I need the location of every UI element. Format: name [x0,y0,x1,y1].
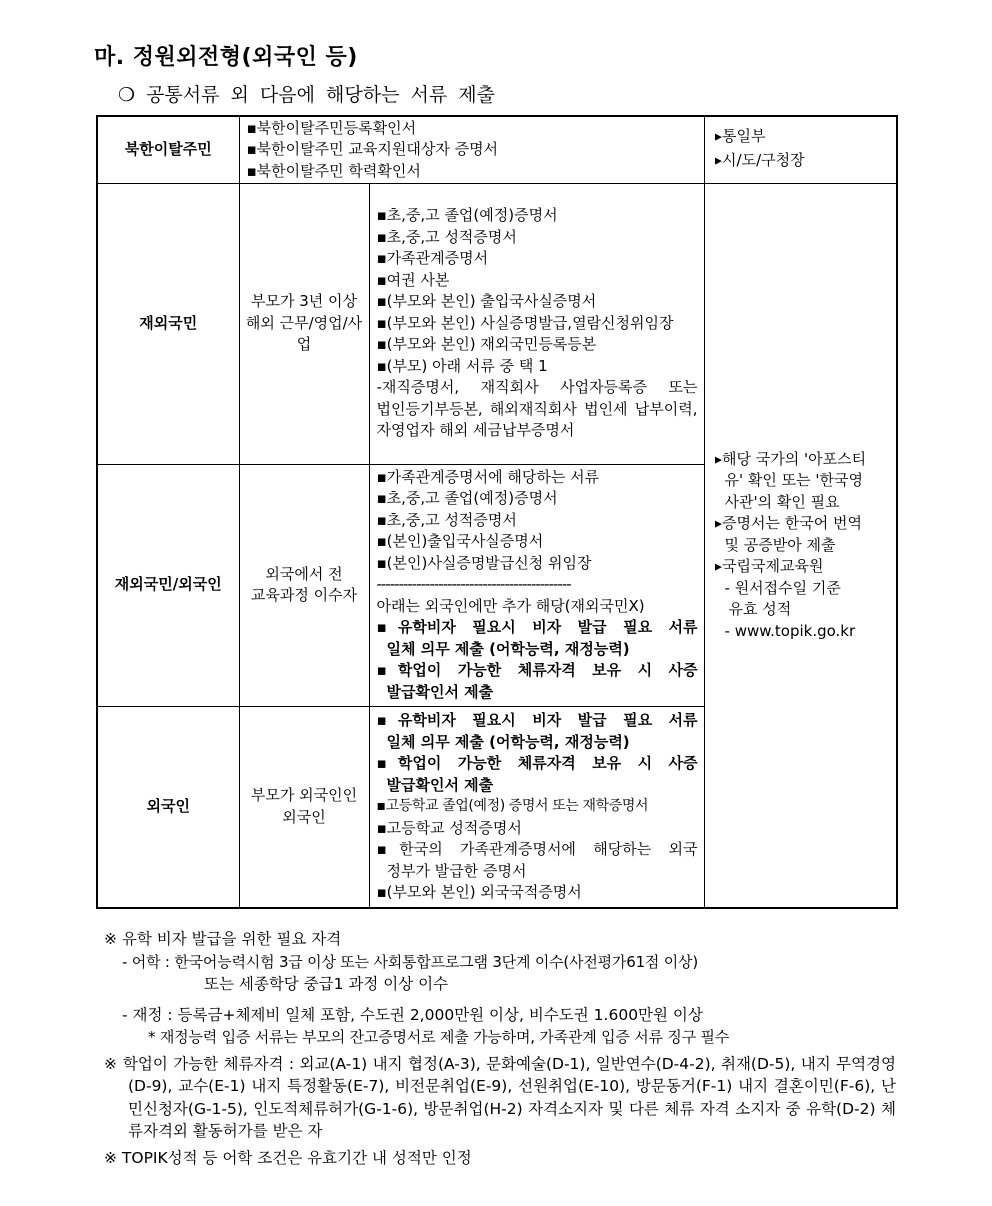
issuer-item: 유효 성적 [728,600,792,618]
doc-item: ▪고등학교 졸업(예정) 증명서 또는 재학증명서 [376,798,649,814]
doc-item-bold: ▪학업이 가능한 체류자격 보유 시 사증 [376,661,698,680]
doc-item-bold: 발급확인서 제출 [386,682,494,701]
doc-item: 법인등기부등본, 해외재직회사 법인세 납부이력, [376,399,698,418]
doc-item: ▪초,중,고 졸업(예정)증명서 [376,489,558,508]
doc-item-bold: ▪학업이 가능한 체류자격 보유 시 사증 [376,754,698,772]
condition-line: 교육과정 이수자 [250,586,358,604]
docs-overseas-korean [369,183,704,464]
issuer-item: 및 공증받아 제출 [724,535,836,554]
document-requirements-table [96,115,898,909]
doc-item-bold: ▪유학비자 필요시 비자 발급 필요 서류 [376,618,698,637]
doc-item: ▪초,중,고 성적증명서 [376,227,517,246]
doc-item: ▪북한이탈주민등록확인서 [246,118,417,137]
doc-item-bold: 일체 의무 제출 (어학능력, 재정능력) [386,732,630,751]
issuer-item: ▸통일부 [714,127,766,146]
docs-north-korean [239,116,704,183]
category-overseas-korean: 재외국민 [97,183,239,464]
doc-item: ▪초,중,고 성적증명서 [376,510,517,529]
condition-overseas-or-foreign [239,464,369,706]
dashed-separator: -------------------------------------------- [376,575,571,594]
doc-item: ▪북한이탈주민 교육지원대상자 증명서 [246,140,499,158]
doc-item: ▪(부모와 본인) 재외국민등록등본 [376,335,597,354]
doc-item: ▪(부모) 아래 서류 중 택 1 [376,356,548,375]
issuer-item: ▸증명서는 한국어 번역 [714,514,862,532]
doc-item-bold: 일체 의무 제출 (어학능력, 재정능력) [386,639,630,658]
issuer-item: 사관'의 확인 필요 [724,492,840,511]
section-title: 마. 정원외전형(외국인 등) [94,45,358,70]
condition-line: 해외 근무/영업/사업 [245,313,363,354]
doc-item: ▪(본인)출입국사실증명서 [376,532,544,551]
note-language: - 어학 : 한국어능력시험 3급 이상 또는 사회통합프로그램 3단계 이수(사전평가61점 이상) [122,952,698,971]
doc-item: 정부가 발급한 증명서 [386,861,527,880]
category-overseas-or-foreign: 재외국민/외국인 [97,464,239,706]
notes-section [104,928,896,1169]
note-finance: - 재정 : 등록금+체제비 일체 포함, 수도권 2,000만원 이상, 비수도권 1.600만원 이상 [122,1005,703,1024]
doc-item: ▪(부모와 본인) 외국국적증명서 [376,883,582,901]
doc-item: ▪여권 사본 [376,270,450,289]
issuer-north-korean [704,116,897,183]
note-finance-detail: * 재정능력 입증 서류는 부모의 잔고증명서로 제출 가능하며, 가족관계 입증 서류 징구 필수 [148,1028,730,1046]
table-row-north-korean [97,116,897,183]
docs-overseas-or-foreign [369,464,704,706]
note-topik: ※ TOPIK성적 등 어학 조건은 유효기간 내 성적만 인정 [104,1148,472,1167]
doc-item: ▪(본인)사실증명발급신청 위임장 [376,553,592,572]
condition-overseas-korean [239,183,369,464]
table-row-overseas-korean [97,183,897,464]
foreign-only-note: 아래는 외국인에만 추가 해당(재외국민X) [376,596,645,615]
issuer-item: - www.topik.go.kr [724,621,856,640]
category-foreigner: 외국인 [97,706,239,908]
doc-item: ▪초,중,고 졸업(예정)증명서 [376,206,558,225]
issuer-item: ▸국립국제교육원 [714,557,824,575]
issuer-item: - 원서접수일 기준 [724,578,841,597]
doc-item: ▪(부모와 본인) 출입국사실증명서 [376,292,597,311]
doc-item: ▪한국의 가족관계증명서에 해당하는 외국 [376,840,698,858]
doc-item: ▪가족관계증명서에 해당하는 서류 [376,467,600,486]
doc-item-bold: ▪유학비자 필요시 비자 발급 필요 서류 [376,711,698,729]
doc-item: ▪고등학교 성적증명서 [376,818,522,837]
condition-line: 외국인 [282,807,326,826]
note-language-cont: 또는 세종학당 중급1 과정 이상 이수 [204,975,449,993]
issuer-item: ▸해당 국가의 '아포스티 [714,449,867,468]
doc-item: ▪(부모와 본인) 사실증명발급,열람신청위임장 [376,313,674,332]
section-subtitle: ❍ 공통서류 외 다음에 해당하는 서류 제출 [118,84,495,106]
condition-line: 외국에서 전 [265,564,343,583]
note-status: ※ 학업이 가능한 체류자격 : 외교(A-1) 내지 협정(A-3), 문화예술(D-1), 일반연수(D-4-2), 취재(D-5), 내지 무역경영(D-9), 교수(E-1) 내지 특정활동(E-7), 비전문취업(E-9), 선원취업(E-10), 방문동거(F-1) 내지 결혼이민(F-6), 난민신청자(G-1-5), 인도적체류허가(G-1-6), 방문취업(H-2) 자격소지자 및 다른 체류 자격 소지자 중 유학(D-2) 체류자격외 활동허가를 받은 자 [104,1054,896,1140]
condition-line: 부모가 외국인인 [250,786,358,805]
category-north-korean: 북한이탈주민 [97,116,239,183]
doc-item: 자영업자 해외 세금납부증명서 [376,421,575,440]
doc-item: -재직증명서, 재직회사 사업자등록증 또는 [376,378,698,397]
issuer-item: 유' 확인 또는 '한국영 [724,471,863,489]
doc-item: ▪가족관계증명서 [376,249,489,268]
doc-item-bold: 발급확인서 제출 [386,775,494,794]
issuer-item: ▸시/도/구청장 [714,150,805,169]
note-visa-title: ※ 유학 비자 발급을 위한 필요 자격 [104,930,342,948]
docs-foreigner [369,706,704,908]
doc-item: ▪북한이탈주민 학력확인서 [246,161,421,180]
issuer-shared [704,183,897,908]
condition-line: 부모가 3년 이상 [250,292,358,311]
condition-foreigner [239,706,369,908]
